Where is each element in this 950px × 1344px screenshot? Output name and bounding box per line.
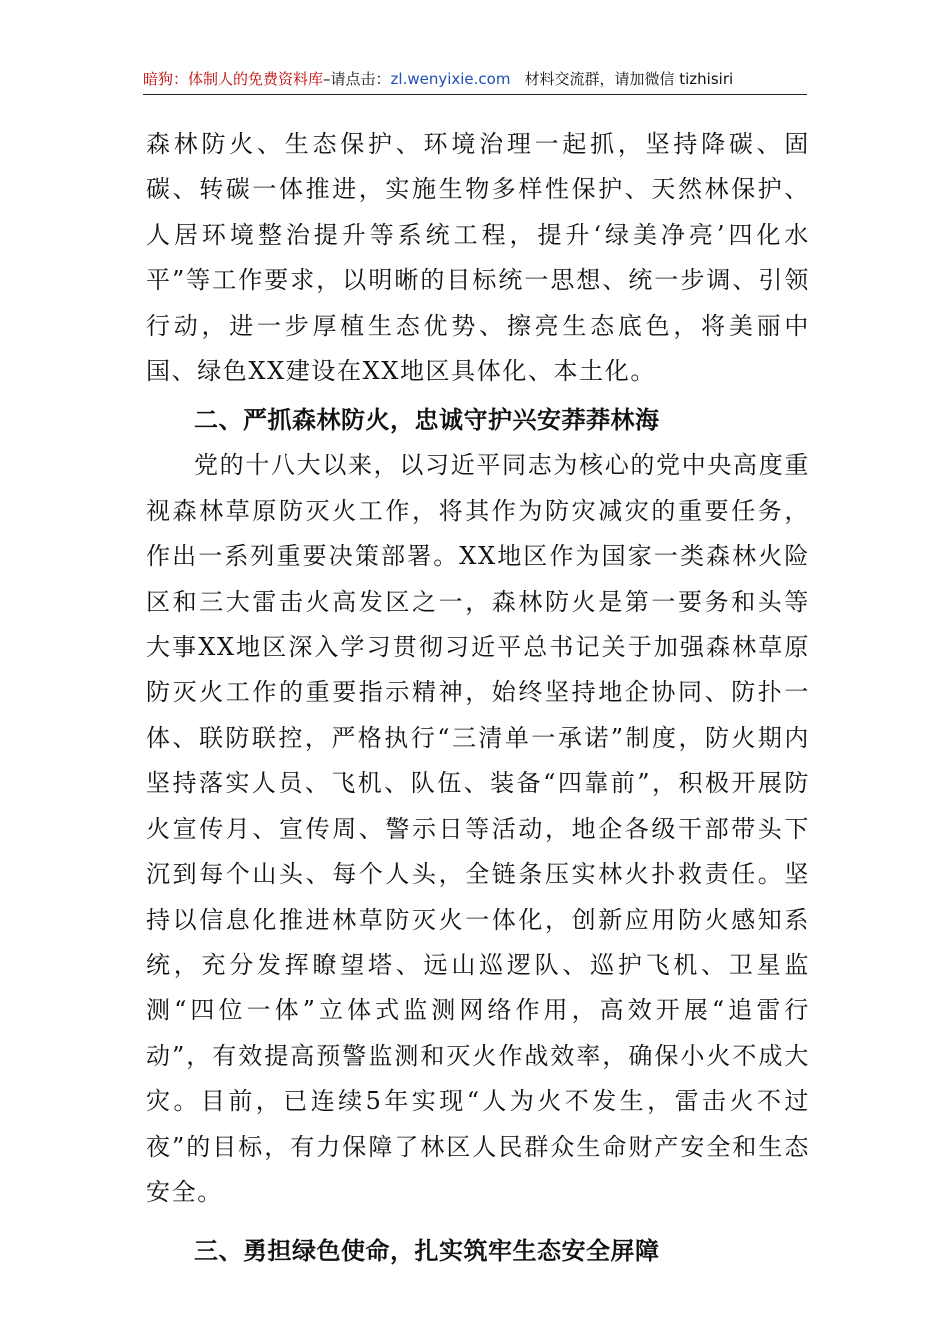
document-body	[146, 122, 810, 1274]
header-click-prompt: –请点击：	[323, 70, 391, 88]
header-url-link[interactable]: zl.wenyixie.com	[390, 70, 511, 88]
page-header	[143, 64, 807, 95]
paragraph-intro: 森林防火、生态保护、环境治理一起抓，坚持降碳、固碳、转碳一体推进，实施生物多样性保护、天然林保护、人居环境整治提升等系统工程，提升‘绿美净亮’四化水平”等工作要求，以明晰的目标统一思想、统一步调、引领行动，进一步厚植生态优势、擦亮生态底色，将美丽中国、绿色XX建设在XX地区具体化、本土化。	[146, 130, 810, 386]
header-wechat-note: 材料交流群，请加微信 tizhisiri	[524, 70, 734, 88]
section-heading-2: 二、严抓森林防火，忠诚守护兴安莽莽林海	[194, 406, 660, 435]
paragraph-forest-fire: 党的十八大以来，以习近平同志为核心的党中央高度重视森林草原防灭火工作，将其作为防灾减灾的重要任务，作出一系列重要决策部署。XX地区作为国家一类森林火险区和三大雷击火高发区之一，森林防火是第一要务和头等大事XX地区深入学习贯彻习近平总书记关于加强森林草原防灭火工作的重要指示精神，始终坚持地企协同、防扑一体、联防联控，严格执行“三清单一承诺”制度，防火期内坚持落实人员、飞机、队伍、装备“四靠前”，积极开展防火宣传月、宣传周、警示日等活动，地企各级干部带头下沉到每个山头、每个人头，全链条压实林火扑救责任。坚持以信息化推进林草防灭火一体化，创新应用防火感知系统，充分发挥瞭望塔、远山巡逻队、巡护飞机、卫星监测“四位一体”立体式监测网络作用，高效开展“追雷行动”，有效提高预警监测和灭火作战效率，确保小火不成大灾。目前，已连续5年实现“人为火不发生，雷击火不过夜”的目标，有力保障了林区人民群众生命财产安全和生态安全。	[146, 451, 810, 1206]
section-heading-3: 三、勇担绿色使命，扎实筑牢生态安全屏障	[194, 1237, 660, 1266]
header-site-name: 暗狗：体制人的免费资料库	[143, 70, 324, 88]
